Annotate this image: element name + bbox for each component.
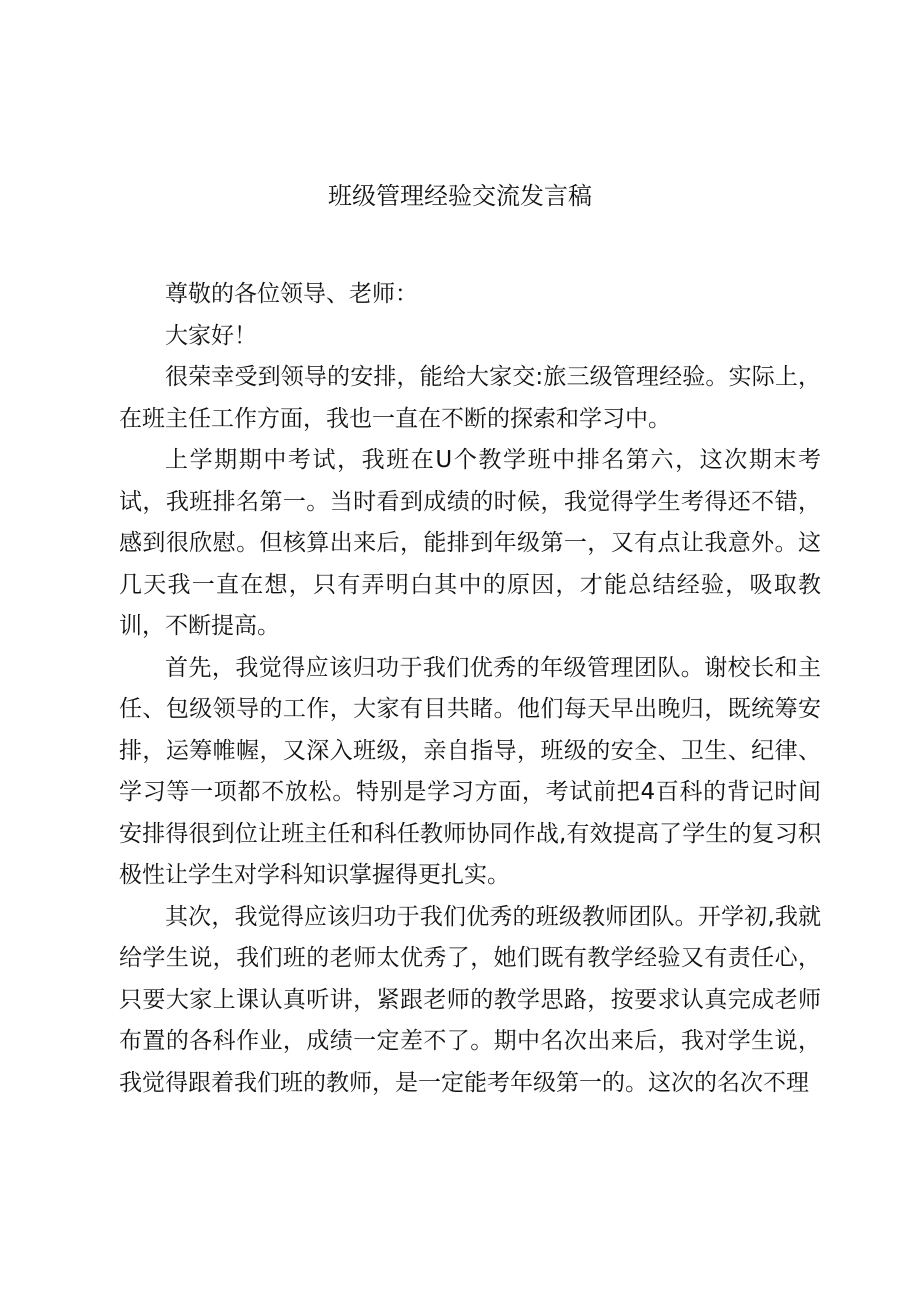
document-title: 班级管理经验交流发言稿 xyxy=(328,182,592,210)
paragraph-grade-team: 首先，我觉得应该归功于我们优秀的年级管理团队。谢校长和主任、包级领导的工作，大家有目共睹。他们每天早出晚归，既统筹安排，运筹帷幄，又深入班级，亲自指导，班级的安全、卫生、纪律、学习等一项都不放松。特别是学习方面，考试前把4百科的背记时间安排得很到位让班主任和科任教师协同作战,有效提高了学生的复习积极性让学生对学科知识掌握得更扎实。 xyxy=(119,654,821,888)
paragraph-class-teachers: 其次，我觉得应该归功于我们优秀的班级教师团队。开学初,我就给学生说，我们班的老师太优秀了，她们既有教学经验又有责任心，只要大家上课认真听讲，紧跟老师的教学思路，按要求认真完成老师布置的各科作业，成绩一定差不了。期中名次出来后，我对学生说，我觉得跟着我们班的教师，是一定能考年级第一的。这次的名次不理 xyxy=(119,903,821,1096)
paragraph-greeting: 大家好！ xyxy=(165,322,257,349)
paragraph-exam-ranking: 上学期期中考试，我班在U个教学班中排名第六，这次期末考试，我班排名第一。当时看到成绩的时候，我觉得学生考得还不错，感到很欣慰。但核算出来后，能排到年级第一，又有点让我意外。这几天我一直在想，只有弄明白其中的原因，才能总结经验，吸取教训，不断提高。 xyxy=(119,447,821,639)
paragraph-intro: 很荣幸受到领导的安排，能给大家交:旅三级管理经验。实际上，在班主任工作方面，我也一直在不断的探索和学习中。 xyxy=(119,364,821,432)
paragraph-salutation: 尊敬的各位领导、老师： xyxy=(165,281,418,307)
document-body xyxy=(119,274,821,1104)
